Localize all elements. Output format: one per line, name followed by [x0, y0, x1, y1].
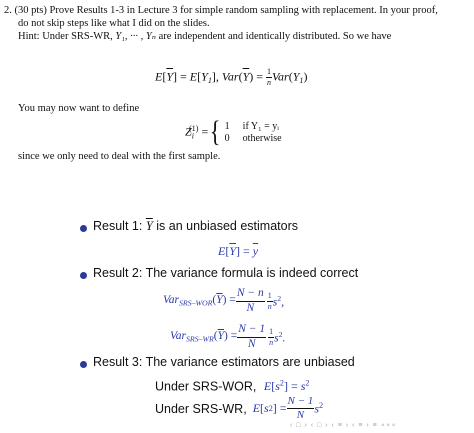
result-1-text: is an unbiased estimators [156, 219, 299, 233]
bullet-icon [80, 225, 87, 232]
result-2-text: The variance formula is indeed correct [145, 266, 359, 280]
result-3-label: Result 3: [93, 355, 143, 369]
problem-line-2: do not skip steps like what I did on the slides. [18, 18, 210, 29]
problem-line-1 [4, 4, 438, 17]
result-1-equation: $E[\overline{Y}] = \overline{y}$ [218, 244, 259, 258]
result-1-line [93, 219, 298, 234]
since-text: since we only need to deal with the first sample. [18, 151, 221, 162]
wr-expectation-equation: E [ s 2 ] = $\frac{N - 1}{N}$ $s^2$ [252, 395, 324, 421]
case-1-condition: if Y₁ = yᵢ [242, 120, 279, 132]
case-2-condition: otherwise [242, 132, 282, 144]
hint-line [18, 30, 391, 43]
under-wor-line [155, 379, 310, 394]
problem-number: 2. [4, 5, 12, 16]
under-wr-line [155, 396, 323, 421]
wor-expectation-equation: $E[s^2] = s^2$ [263, 379, 310, 394]
bullet-icon [80, 361, 87, 368]
result-1-label: Result 1: [93, 219, 143, 233]
under-wr-label: Under SRS-WR, [155, 401, 247, 416]
case-1-value: 1 [224, 120, 230, 132]
var-wr-equation: $Var_{SRS-WR}(\overline{Y})$ = $\frac{N - 1}{N}$ $\frac{1}{n}$ $s^2$. [170, 323, 286, 350]
hint-variables: Y₁, ··· , Yₙ [115, 31, 157, 42]
bullet-icon [80, 272, 87, 279]
hint-prefix: Hint: Under SRS-WR, [18, 31, 116, 42]
hint-suffix: are independent and identically distributed. So we have [156, 31, 392, 42]
problem-statement: (30 pts) Prove Results 1-3 in Lecture 3 for simple random sampling with replacement. In your proof, [14, 5, 438, 16]
result-3-line [93, 355, 355, 369]
ybar-symbol: $\overline{Y}$ [145, 219, 153, 233]
result-3-text: The variance estimators are unbiased [145, 355, 355, 369]
result-2-label: Result 2: [93, 266, 143, 280]
result-2-line [93, 266, 358, 280]
var-wor-equation: $Var_{SRS-WOR}(\overline{Y})$ = $\frac{N - n}{N}$ $\frac{1}{n}$ $s^2$, [163, 287, 285, 314]
define-text: You may now want to define [18, 103, 140, 114]
brace-symbol: { [210, 115, 221, 148]
indicator-definition: $Z_i^{(1)}$ = { 1 if Y₁ = yᵢ 0 otherwise [185, 115, 282, 148]
expectation-variance-equation: $E[\overline{Y}] = E[Y_1]$, $Var(\overline{Y})$ = $\frac{1}{n}$ $Var(Y_1)$ [155, 67, 308, 87]
case-2-value: 0 [224, 132, 230, 144]
slide-navigation-controls[interactable]: ‹ □ › ‹ □ › ‹ ≡ › ‹ ≡ › ≡ ∘∘∘ [290, 422, 397, 429]
under-wor-label: Under SRS-WOR, [155, 379, 257, 394]
